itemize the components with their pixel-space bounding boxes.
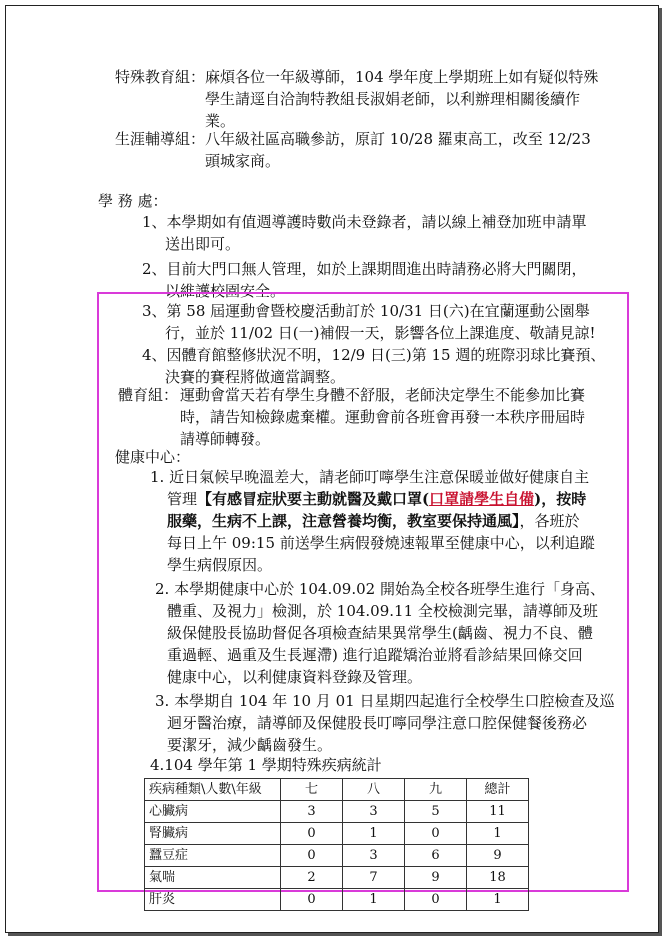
health-heading: 健康中心：: [115, 448, 191, 466]
disease-stats-table: [144, 778, 529, 911]
health-item-3-line-3: 要潔牙，減少齲齒發生。: [167, 736, 333, 754]
health-item-1-line-2-a: 管理: [167, 490, 198, 508]
sa-item-4-line-1: 4、因體育館整修狀況不明，12/9 日(三)第 15 週的班際羽球比賽預、: [142, 346, 606, 364]
row-disease-name: 氣喘: [145, 867, 281, 889]
health-item-1-line-3-tail: ，各班於: [519, 512, 580, 530]
table-row: [145, 867, 529, 889]
sa-item-3-line-1: 3、第 58 屆運動會暨校慶活動訂於 10/31 日(六)在宜蘭運動公園舉: [142, 302, 590, 320]
row-cell: 1: [343, 823, 405, 845]
health-item-1-line-3: [167, 510, 580, 532]
row-disease-name: 心臟病: [145, 801, 281, 823]
table-row: [145, 823, 529, 845]
sa-item-2-line-2: 以維護校園安全。: [165, 282, 286, 300]
health-item-1-line-4: 每日上午 09:15 前送學生病假發燒速報單至健康中心，以利追蹤: [167, 534, 595, 552]
student-affairs-heading: 學 務 處：: [98, 192, 168, 210]
row-cell: 0: [281, 889, 343, 911]
special-ed-line-1: 麻煩各位一年級導師，104 學年度上學期班上如有疑似特殊: [205, 68, 599, 86]
sports-line-1: 運動會當天若有學生身體不舒服，老師決定學生不能參加比賽: [180, 386, 586, 404]
career-label: 生涯輔導組：: [115, 130, 206, 148]
career-line-2: 頭城家商。: [205, 152, 281, 170]
row-cell: 0: [405, 889, 467, 911]
sa-item-4-line-2: 決賽的賽程將做適當調整。: [165, 368, 346, 386]
special-ed-line-3: 業。: [205, 112, 236, 130]
health-item-2-line-2: 體重、及視力」檢測，於 104.09.11 全校檢測完畢，請導師及班: [167, 602, 598, 620]
row-cell: 1: [467, 823, 529, 845]
table-row: [145, 801, 529, 823]
row-cell: 3: [343, 845, 405, 867]
health-item-1-notice: 【有感冒症狀要主動就醫及戴口罩(: [197, 490, 430, 508]
row-cell: 9: [467, 845, 529, 867]
row-cell: 0: [281, 823, 343, 845]
sa-item-2-line-1: 2、目前大門口無人管理，如於上課期間進出時請務必將大門關閉，: [142, 260, 587, 278]
table-row: [145, 889, 529, 911]
health-item-3-line-2: 迴牙醫治療，請導師及保健股長叮嚀同學注意口腔保健餐後務必: [167, 714, 588, 732]
row-cell: 9: [405, 867, 467, 889]
header-cell-grade-9: 九: [405, 779, 467, 801]
table-header-row: [145, 779, 529, 801]
special-ed-line-2: 學生請逕自洽詢特教組長淑娟老師，以利辦理相關後續作: [205, 90, 581, 108]
row-disease-name: 蠶豆症: [145, 845, 281, 867]
row-disease-name: 肝炎: [145, 889, 281, 911]
row-cell: 7: [343, 867, 405, 889]
health-item-2-line-3: 級保健股長協助督促各項檢查結果異常學生(齲齒、視力不良、體: [167, 624, 593, 642]
row-cell: 3: [343, 801, 405, 823]
header-cell-grade-7: 七: [281, 779, 343, 801]
row-cell: 0: [281, 845, 343, 867]
sa-item-3-line-2: 行，並於 11/02 日(一)補假一天，影響各位上課進度、敬請見諒!: [165, 324, 596, 342]
special-ed-label: 特殊教育組：: [115, 68, 206, 86]
health-item-3-line-1: 3. 本學期自 104 年 10 月 01 日星期四起進行全校學生口腔檢查及巡: [155, 692, 615, 710]
health-item-1-line-2: [167, 488, 586, 510]
row-cell: 1: [343, 889, 405, 911]
sports-line-2: 時，請告知檢錄處棄權。運動會前各班會再發一本秩序冊屆時: [180, 408, 586, 426]
row-cell: 18: [467, 867, 529, 889]
health-item-1-line-2-c: )，按時: [534, 490, 587, 508]
disease-table-title: 4.104 學年第 1 學期特殊疾病統計: [150, 756, 382, 774]
row-cell: 5: [405, 801, 467, 823]
health-item-1-line-1: 1. 近日氣候早晚溫差大，請老師叮嚀學生注意保暖並做好健康自主: [150, 468, 590, 486]
health-item-1-line-5: 學生病假原因。: [167, 556, 273, 574]
sa-item-1-line-2: 送出即可。: [165, 235, 241, 253]
row-cell: 1: [467, 889, 529, 911]
health-item-2-line-1: 2. 本學期健康中心於 104.09.02 開始為全校各班學生進行「身高、: [155, 580, 605, 598]
sa-item-1-line-1: 1、本學期如有值週導護時數尚未登錄者，請以線上補登加班申請單: [142, 213, 587, 231]
header-cell-total: 總計: [467, 779, 529, 801]
table-row: [145, 845, 529, 867]
mask-self-provided-note: 口罩請學生自備: [429, 490, 535, 508]
sports-line-3: 請導師轉發。: [180, 430, 271, 448]
row-cell: 6: [405, 845, 467, 867]
sports-label: 體育組：: [118, 386, 179, 404]
health-item-2-line-4: 重過輕、過重及生長遲滯) 進行追蹤矯治並將看診結果回條交回: [167, 646, 583, 664]
career-line-1: 八年級社區高職參訪，原訂 10/28 羅東高工，改至 12/23: [205, 130, 591, 148]
row-cell: 3: [281, 801, 343, 823]
health-item-2-line-5: 健康中心，以利健康資料登錄及管理。: [167, 668, 423, 686]
header-cell-category: 疾病種類\人數\年級: [145, 779, 281, 801]
row-disease-name: 腎臟病: [145, 823, 281, 845]
row-cell: 2: [281, 867, 343, 889]
health-item-1-line-3-bold: 服藥，生病不上課，注意營養均衡，教室要保持通風】: [167, 512, 520, 530]
row-cell: 0: [405, 823, 467, 845]
row-cell: 11: [467, 801, 529, 823]
header-cell-grade-8: 八: [343, 779, 405, 801]
